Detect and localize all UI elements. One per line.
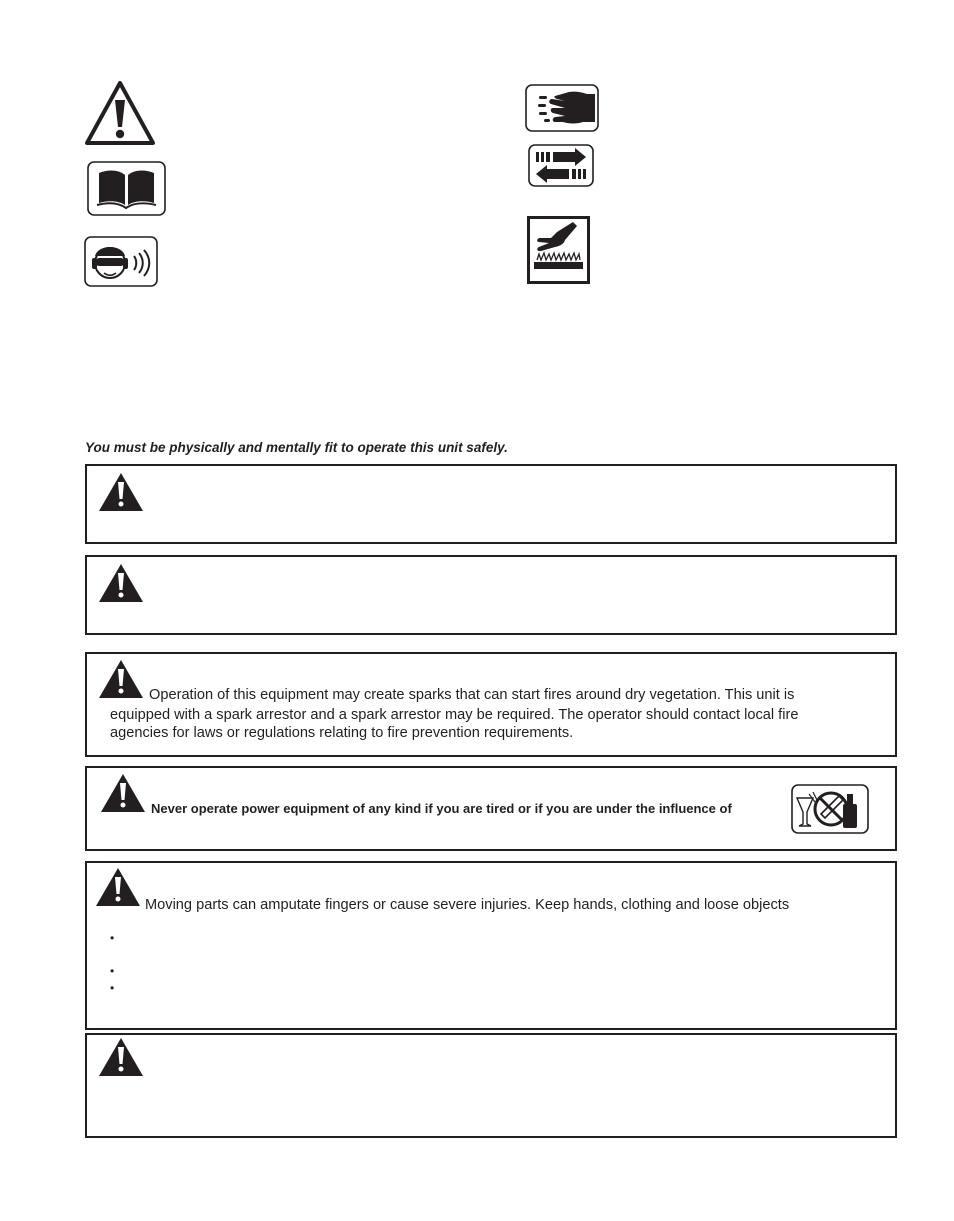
fitness-note: You must be physically and mentally fit to operate this unit safely. (85, 440, 508, 455)
fatigue-warning-text: Never operate power equipment of any kind if you are tired or if you are under the influence of (151, 801, 732, 816)
moving-parts-text: Moving parts can amputate fingers or cause severe injuries. Keep hands, clothing and loose objects (145, 897, 790, 913)
fire-warning-line-1: Operation of this equipment may create sparks that can start fires around dry vegetation. This unit is (149, 687, 795, 703)
warning-triangle-icon (84, 80, 156, 146)
fire-warning-line-2: equipped with a spark arrestor and a spark arrestor may be required. The operator should contact local fire (110, 707, 799, 723)
eye-ear-protection-icon (84, 236, 158, 287)
no-alcohol-drugs-icon (791, 784, 869, 834)
warning-box-1 (85, 464, 897, 544)
hot-surface-icon (527, 216, 590, 284)
warning-box-6 (85, 1033, 897, 1138)
warning-triangle-icon (98, 1037, 144, 1077)
fire-warning-box (85, 652, 897, 757)
warning-triangle-icon (98, 472, 144, 512)
warning-triangle-icon (95, 867, 141, 907)
direction-arrows-icon (528, 144, 594, 187)
list-item-bullet: • (110, 931, 115, 945)
warning-triangle-icon (100, 773, 146, 813)
fire-warning-line-3: agencies for laws or regulations relating to fire prevention requirements. (110, 725, 574, 741)
warning-triangle-icon (98, 659, 144, 699)
warning-triangle-icon (98, 563, 144, 603)
fatigue-warning-box (85, 766, 897, 851)
list-item-bullet: • (110, 981, 115, 995)
warning-box-2 (85, 555, 897, 635)
read-manual-icon (87, 161, 166, 216)
list-item-bullet: • (110, 964, 115, 978)
moving-parts-warning-box (85, 861, 897, 1030)
wear-gloves-icon (525, 84, 599, 132)
